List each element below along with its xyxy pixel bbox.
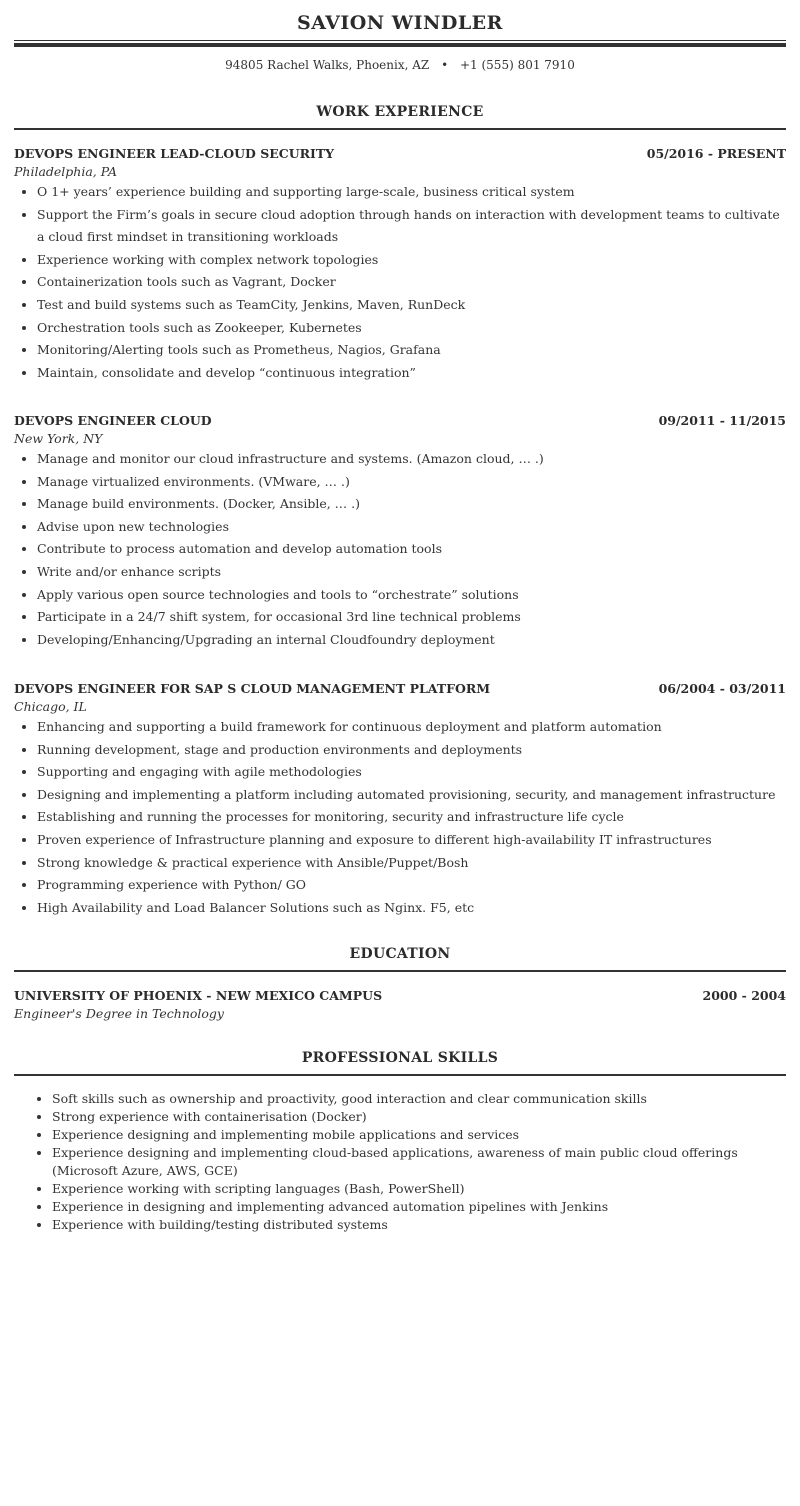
list-item: • Proven experience of Infrastructure planning and exposure to different high-availability IT infrastructures	[37, 829, 786, 852]
job-title: DEVOPS ENGINEER LEAD-CLOUD SECURITY	[14, 146, 335, 161]
job-bullets	[14, 716, 786, 919]
section-rule-work	[14, 128, 786, 130]
list-item: • Apply various open source technologies and tools to “orchestrate” solutions	[37, 584, 786, 607]
job-location: Philadelphia, PA	[14, 164, 118, 179]
list-item: • Experience with building/testing distributed systems	[52, 1216, 786, 1234]
list-item: • Establishing and running the processes for monitoring, security and infrastructure life cycle	[37, 806, 786, 829]
list-item: • Developing/Enhancing/Upgrading an internal Cloudfoundry deployment	[37, 629, 786, 652]
list-item: • Experience in designing and implementing advanced automation pipelines with Jenkins	[52, 1198, 786, 1216]
section-title-work: WORK EXPERIENCE	[316, 104, 484, 120]
list-item: • Enhancing and supporting a build framework for continuous deployment and platform automation	[37, 716, 786, 739]
list-item: • Strong experience with containerisation (Docker)	[52, 1108, 786, 1126]
list-item: • Manage virtualized environments. (VMware, … .)	[37, 471, 786, 494]
list-item: • Monitoring/Alerting tools such as Prometheus, Nagios, Grafana	[37, 339, 786, 362]
list-item: • Running development, stage and production environments and deployments	[37, 739, 786, 762]
job-dates: 09/2011 - 11/2015	[658, 413, 786, 428]
list-item: • Experience working with complex network topologies	[37, 249, 786, 272]
contact-address: 94805 Rachel Walks, Phoenix, AZ	[225, 58, 430, 72]
list-item: • Write and/or enhance scripts	[37, 561, 786, 584]
contact-line	[0, 57, 800, 73]
list-item: • Support the Firm’s goals in secure cloud adoption through hands on interaction with development teams to cultivate a cloud first mindset in transitioning workloads	[37, 204, 786, 249]
list-item: • Experience designing and implementing mobile applications and services	[52, 1126, 786, 1144]
list-item: • Manage and monitor our cloud infrastructure and systems. (Amazon cloud, … .)	[37, 448, 786, 471]
list-item: • Strong knowledge & practical experience with Ansible/Puppet/Bosh	[37, 852, 786, 875]
header-rule-thick	[14, 43, 786, 47]
section-rule-skills	[14, 1074, 786, 1076]
job-bullets	[14, 181, 786, 384]
list-item: • Test and build systems such as TeamCity, Jenkins, Maven, RunDeck	[37, 294, 786, 317]
list-item: • Manage build environments. (Docker, Ansible, … .)	[37, 493, 786, 516]
list-item: • Participate in a 24/7 shift system, for occasional 3rd line technical problems	[37, 606, 786, 629]
contact-separator: •	[441, 58, 449, 72]
contact-phone: +1 (555) 801 7910	[459, 58, 575, 72]
education-dates: 2000 - 2004	[702, 988, 786, 1003]
job-entry-3	[14, 680, 786, 919]
list-item: • High Availability and Load Balancer Solutions such as Nginx. F5, etc	[37, 897, 786, 920]
list-item: • Designing and implementing a platform including automated provisioning, security, and management infrastructure	[37, 784, 786, 807]
job-location: Chicago, IL	[14, 699, 87, 714]
job-bullets	[14, 448, 786, 651]
degree: Engineer's Degree in Technology	[14, 1006, 224, 1021]
list-item: • Soft skills such as ownership and proactivity, good interaction and clear communication skills	[52, 1090, 786, 1108]
job-location: New York, NY	[14, 431, 103, 446]
list-item: • Experience working with scripting languages (Bash, PowerShell)	[52, 1180, 786, 1198]
list-item: • Maintain, consolidate and develop “continuous integration”	[37, 362, 786, 385]
school-name: UNIVERSITY OF PHOENIX - NEW MEXICO CAMPUS	[14, 988, 383, 1003]
list-item: • Programming experience with Python/ GO	[37, 874, 786, 897]
list-item: • Containerization tools such as Vagrant, Docker	[37, 271, 786, 294]
list-item: • Contribute to process automation and develop automation tools	[37, 538, 786, 561]
skills-list	[14, 1090, 786, 1234]
job-title: DEVOPS ENGINEER FOR SAP S CLOUD MANAGEMENT PLATFORM	[14, 681, 491, 696]
section-rule-education	[14, 970, 786, 972]
job-entry-1	[14, 145, 786, 384]
job-dates: 06/2004 - 03/2011	[658, 681, 786, 696]
job-dates: 05/2016 - PRESENT	[646, 146, 786, 161]
education-entry	[14, 987, 786, 1023]
job-title: DEVOPS ENGINEER CLOUD	[14, 413, 212, 428]
list-item: • Supporting and engaging with agile methodologies	[37, 761, 786, 784]
section-title-education: EDUCATION	[349, 946, 451, 962]
job-entry-2	[14, 412, 786, 651]
section-title-skills: PROFESSIONAL SKILLS	[301, 1050, 499, 1066]
list-item: • O 1+ years’ experience building and supporting large-scale, business critical system	[37, 181, 786, 204]
header-rule-thin	[14, 40, 786, 41]
list-item: • Orchestration tools such as Zookeeper, Kubernetes	[37, 317, 786, 340]
candidate-name: SAVION WINDLER	[297, 12, 503, 34]
list-item: • Advise upon new technologies	[37, 516, 786, 539]
list-item: • Experience designing and implementing cloud-based applications, awareness of main public cloud offerings (Microsoft Azure, AWS, GCE)	[52, 1144, 786, 1180]
